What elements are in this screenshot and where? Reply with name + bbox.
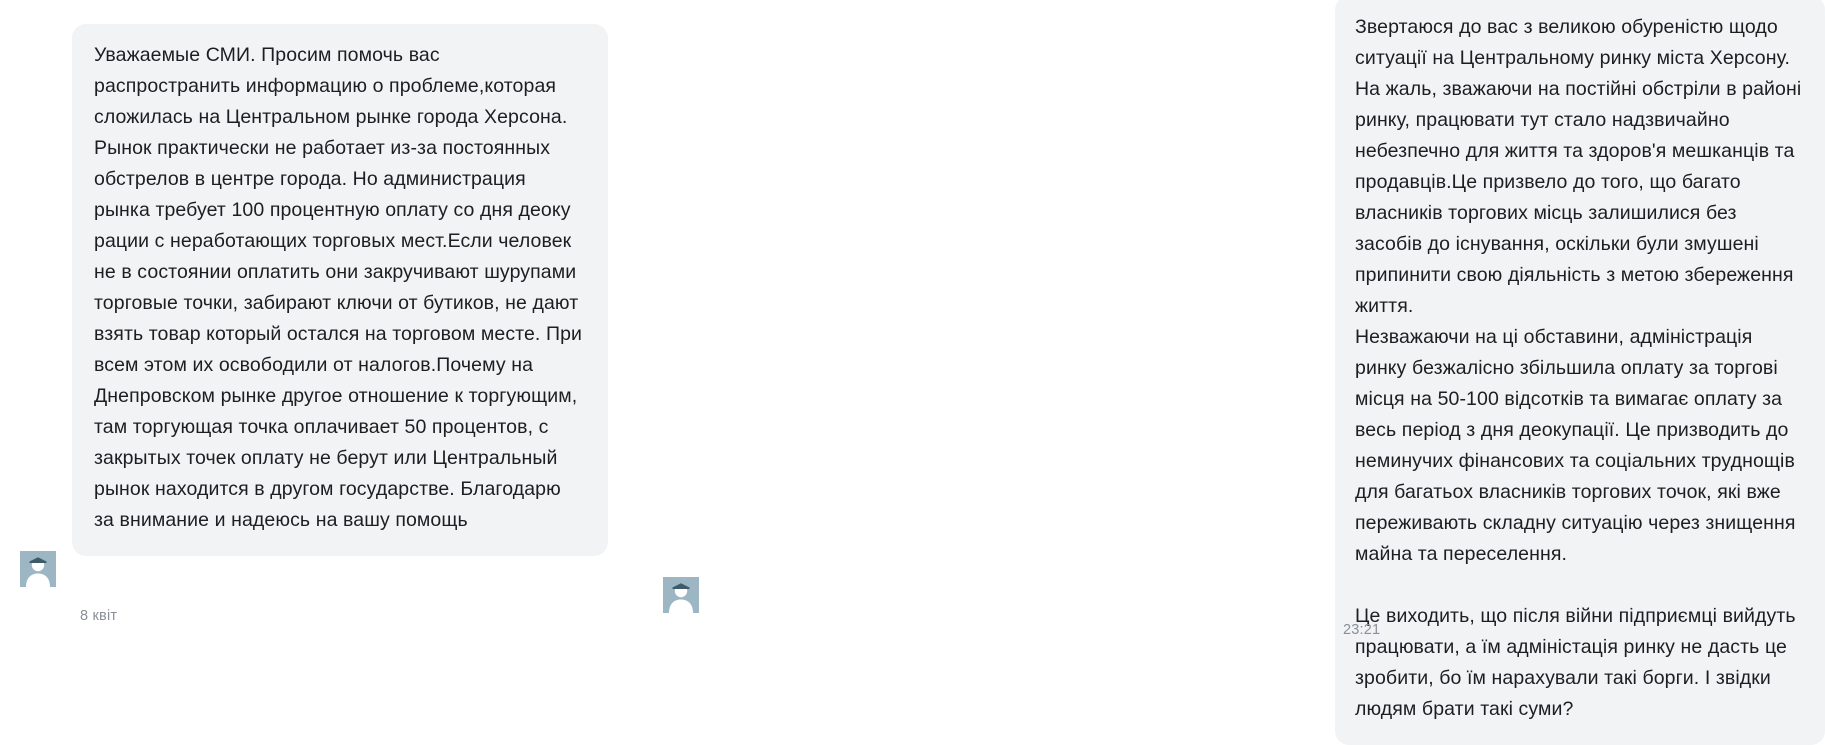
avatar[interactable]	[663, 577, 699, 613]
message-text: Уважаемые СМИ. Просим помочь вас распространить информацию о проблеме,которая сложилась на Центральном рынке города Херсона. Рынок практически не работает из-за постоянных обстрелов в центре города. Но администрация рынка требует 100 процентную оплату со дня деоку рации с неработающих торговых мест.Если человек не в состоянии оплатить они закручивают шурупами торговые точки, забирают ключи от бутиков, не дают взять товар который остался на торговом месте. При всем этом их освободили от налогов.Почему на Днепровском рынке другое отношение к торгующим, там торгующая точка оплачивает 50 процентов, с закрытых точек оплату не берут или Центральный рынок находится в другом государстве. Благодарю за внимание и надеюсь на вашу помощь	[94, 44, 583, 531]
person-avatar-icon	[663, 577, 699, 613]
message-text: Це виходить, що після війни підприємці вийдуть працювати, а їм адміністація ринку не дасть це зробити, бо їм нарахували такі борги. І звідки людям брати такі суми?	[1355, 605, 1796, 720]
message-bubble[interactable]	[72, 24, 608, 556]
message-text: Незважаючи на ці обставини, адміністрація ринку безжалісно збільшила оплату за торгові місця на 50-100 відсотків та вимагає оплату за весь період з дня деокупації. Це призводить до неминучих фінансових та соціальних труднощів для багатьох власників торгових точок, які вже переживають складну ситуацію через знищення майна та переселення.	[1355, 326, 1796, 565]
message-timestamp: 8 квіт	[80, 608, 118, 624]
right-conversation-pane	[633, 0, 1802, 720]
message-text: Звертаюся до вас з великою обуреністю щодо ситуації на Центральному ринку міста Херсону. На жаль, зважаючи на постійні обстріли в районі ринку, працювати тут стало надзвичайно небезпечно для життя та здоров'я мешканців та продавців.Це призвело до того, що багато власників торгових місць залишилися без засобів до існування, оскільки були змушені припинити свою діяльність з метою збереження життя.	[1355, 16, 1802, 317]
paragraph-spacer	[1355, 570, 1805, 601]
message-bubble[interactable]	[1335, 0, 1825, 745]
avatar[interactable]	[20, 551, 56, 587]
message-timestamp: 23:21	[1343, 622, 1381, 638]
left-conversation-pane	[0, 0, 633, 636]
person-avatar-icon	[20, 551, 56, 587]
